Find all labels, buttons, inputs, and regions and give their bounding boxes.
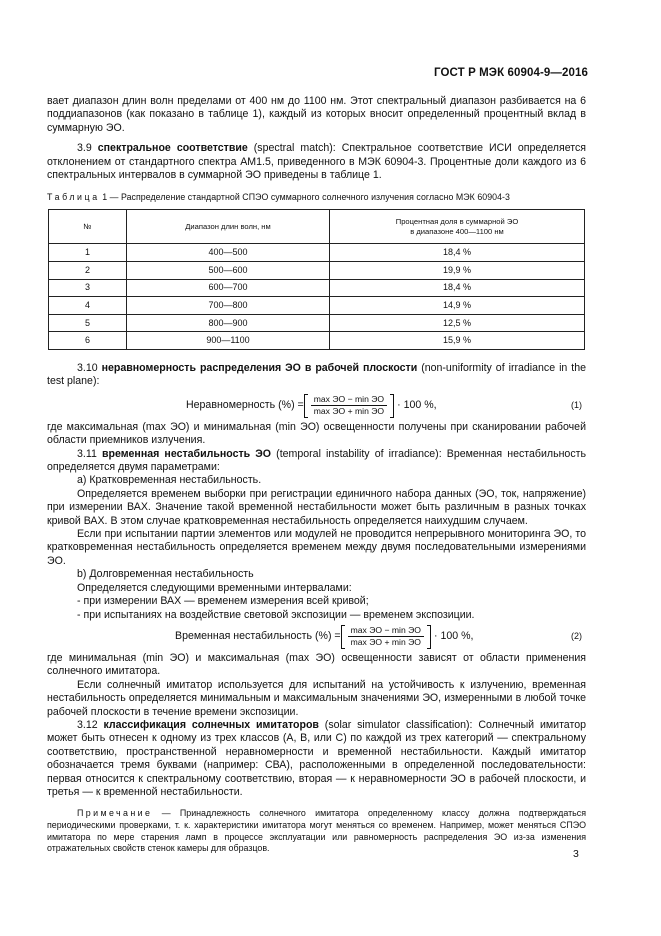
note-label: Примечание (77, 808, 153, 819)
cell-share: 18,4 % (330, 279, 585, 297)
table-row (49, 279, 585, 297)
section-text: (solar simulator classification): Солнечный имитатор может быть отнесен к одному из трех классов (А, В, или С) по каждой из трех категорий — спектральному соответствию, пространственной неравномерности и временной нестабильности. Каждый имитатор обозначается тремя буквами (например: СВА), расположенными в определенной последовательности: первая относится к спектральному соответствию, вторая — к неравномерности ЭО в рабочей плоскости, и третья — к временной нестабильности. (47, 718, 586, 798)
formula-1-explanation: где максимальная (max ЭО) и минимальная (min ЭО) освещенности получены при сканировании рабочей области приемников излучения. (47, 420, 586, 447)
cell-range: 600—700 (127, 279, 330, 297)
table-row (49, 314, 585, 332)
cell-share: 15,9 % (330, 332, 585, 350)
formula-1 (186, 394, 586, 418)
formula-tail: · 100 %, (397, 399, 437, 412)
cell-number: 4 (49, 297, 127, 315)
section-term: классификация солнечных имитаторов (103, 718, 319, 731)
cell-number: 5 (49, 314, 127, 332)
cell-range: 400—500 (127, 244, 330, 262)
document-body (47, 95, 586, 855)
table-caption (47, 192, 586, 203)
formula-abs-brackets (304, 394, 394, 418)
formula-abs-brackets (341, 625, 431, 649)
table-caption-label: Таблица (47, 192, 100, 203)
page-number: 3 (573, 848, 579, 860)
section-3-12 (47, 719, 586, 799)
paragraph-b1: Определяется следующими временными интервалами: (77, 581, 352, 594)
col-header-share-line2: в диапазоне 400—1100 нм (410, 226, 504, 236)
section-3-11 (47, 448, 586, 475)
intro-paragraph: вает диапазон длин волн пределами от 400 нм до 1100 нм. Этот спектральный диапазон разбивается на 6 поддиапазонов (как показано в таблице 1), каждый из которых вносит определенный процентный вклад в суммарную ЭО. (47, 95, 586, 134)
section-number: 3.9 (77, 142, 92, 155)
paragraph-f2b: Если солнечный имитатор используется для испытаний на устойчивость к излучению, временная нестабильность определяется минимальным и максимальным значениями ЭО, измеренными в любой точке рабочей плоскости в течение времени экспозиции. (47, 678, 586, 718)
spectral-distribution-table (48, 209, 585, 350)
section-term: неравномерность распределения ЭО в рабочей плоскости (101, 362, 418, 374)
cell-share: 18,4 % (330, 244, 585, 262)
formula-2 (175, 625, 586, 649)
table-caption-text: 1 — Распределение стандартной СПЭО суммарного солнечного излучения согласно МЭК 60904-3 (99, 192, 510, 203)
formula-lhs: Неравномерность (%) = (186, 399, 304, 412)
table-row (49, 244, 585, 262)
list-item-a: a) Кратковременная нестабильность. (77, 474, 262, 487)
section-3-10 (47, 362, 586, 389)
table-row (49, 332, 585, 350)
formula-lhs: Временная нестабильность (%) = (175, 630, 341, 643)
note-paragraph (47, 808, 586, 854)
cell-number: 2 (49, 262, 127, 280)
list-item-b: b) Долговременная нестабильность (77, 568, 254, 581)
cell-share: 12,5 % (330, 314, 585, 332)
formula-fraction (311, 394, 387, 417)
cell-number: 3 (49, 279, 127, 297)
table-row (49, 262, 585, 280)
cell-number: 1 (49, 244, 127, 262)
document-header: ГОСТ Р МЭК 60904-9—2016 (434, 67, 588, 79)
note-text: — Принадлежность солнечного имитатора определенному классу должна подтверждаться периодическими проверками, т. к. характеристики имитатора могут меняться со временем. Например, может меняться СПЭО имитатора по мере старения ламп в процессе эксплуатации или равномерность распределения ЭО из-за изменения отражательных свойств стенок камеры для образцов. (47, 808, 586, 854)
section-term: временная нестабильность ЭО (101, 447, 272, 460)
table-header-row (49, 210, 585, 244)
formula-denominator: max ЭО + min ЭО (313, 406, 385, 417)
formula-tail: · 100 %, (433, 630, 474, 643)
col-header-share (330, 210, 585, 244)
cell-range: 800—900 (127, 314, 330, 332)
paragraph-a1: Определяется временем выборки при регистрации единичного набора данных (ЭО, ток, напряжение) при измерении ВАХ. Значение такой временной нестабильности может быть различным в разных точках кривой ВАХ. В этом случае кратковременная нестабильность определяется наихудшим случаем. (47, 487, 586, 527)
formula-denominator: max ЭО + min ЭО (350, 637, 421, 648)
equation-number: (1) (571, 400, 582, 411)
section-number: 3.10 (77, 362, 98, 374)
paragraph-a2: Если при испытании партии элементов или модулей не проводится непрерывного мониторинга ЭО, то кратковременная нестабильность определяется временем между двумя последовательными измерениями ЭО. (47, 528, 586, 567)
col-header-range: Диапазон длин волн, нм (127, 210, 330, 244)
col-header-number: № (49, 210, 127, 244)
equation-number: (2) (571, 631, 582, 642)
section-text: (spectral match): Спектральное соответствие ИСИ определяется отклонением от стандартного спектра АМ1.5, приведенного в МЭК 60904-3. Процентные доли каждого из 6 спектральных интервалов в суммарной ЭО приведены в таблице 1. (47, 142, 587, 182)
dash-item-2: - при испытаниях на воздействие световой экспозиции — временем экспозиции. (77, 608, 475, 621)
cell-range: 700—800 (127, 297, 330, 315)
cell-range: 500—600 (127, 262, 330, 280)
formula-2-explanation: где минимальная (min ЭО) и максимальная (max ЭО) освещенности зависят от области применения солнечного имитатора. (47, 651, 586, 678)
formula-fraction (348, 625, 424, 648)
formula-numerator: max ЭО − min ЭО (348, 625, 424, 637)
cell-share: 14,9 % (330, 297, 585, 315)
cell-range: 900—1100 (127, 332, 330, 350)
formula-numerator: max ЭО − min ЭО (311, 394, 387, 406)
cell-number: 6 (49, 332, 127, 350)
section-term: спектральное соответствие (97, 142, 248, 155)
col-header-share-line1: Процентная доля в суммарной ЭО (395, 216, 519, 226)
section-number: 3.11 (77, 447, 97, 460)
section-text: (temporal instability of irradiance): Временная нестабильность определяется двумя параметрами: (47, 447, 586, 474)
dash-item-1: - при измерении ВАХ — временем измерения всей кривой; (77, 595, 369, 608)
section-number: 3.12 (77, 718, 98, 731)
table-row (49, 297, 585, 315)
cell-share: 19,9 % (330, 262, 585, 280)
section-text: (non-uniformity of irradiance in the test plane): (47, 362, 586, 388)
section-3-9 (47, 142, 586, 182)
